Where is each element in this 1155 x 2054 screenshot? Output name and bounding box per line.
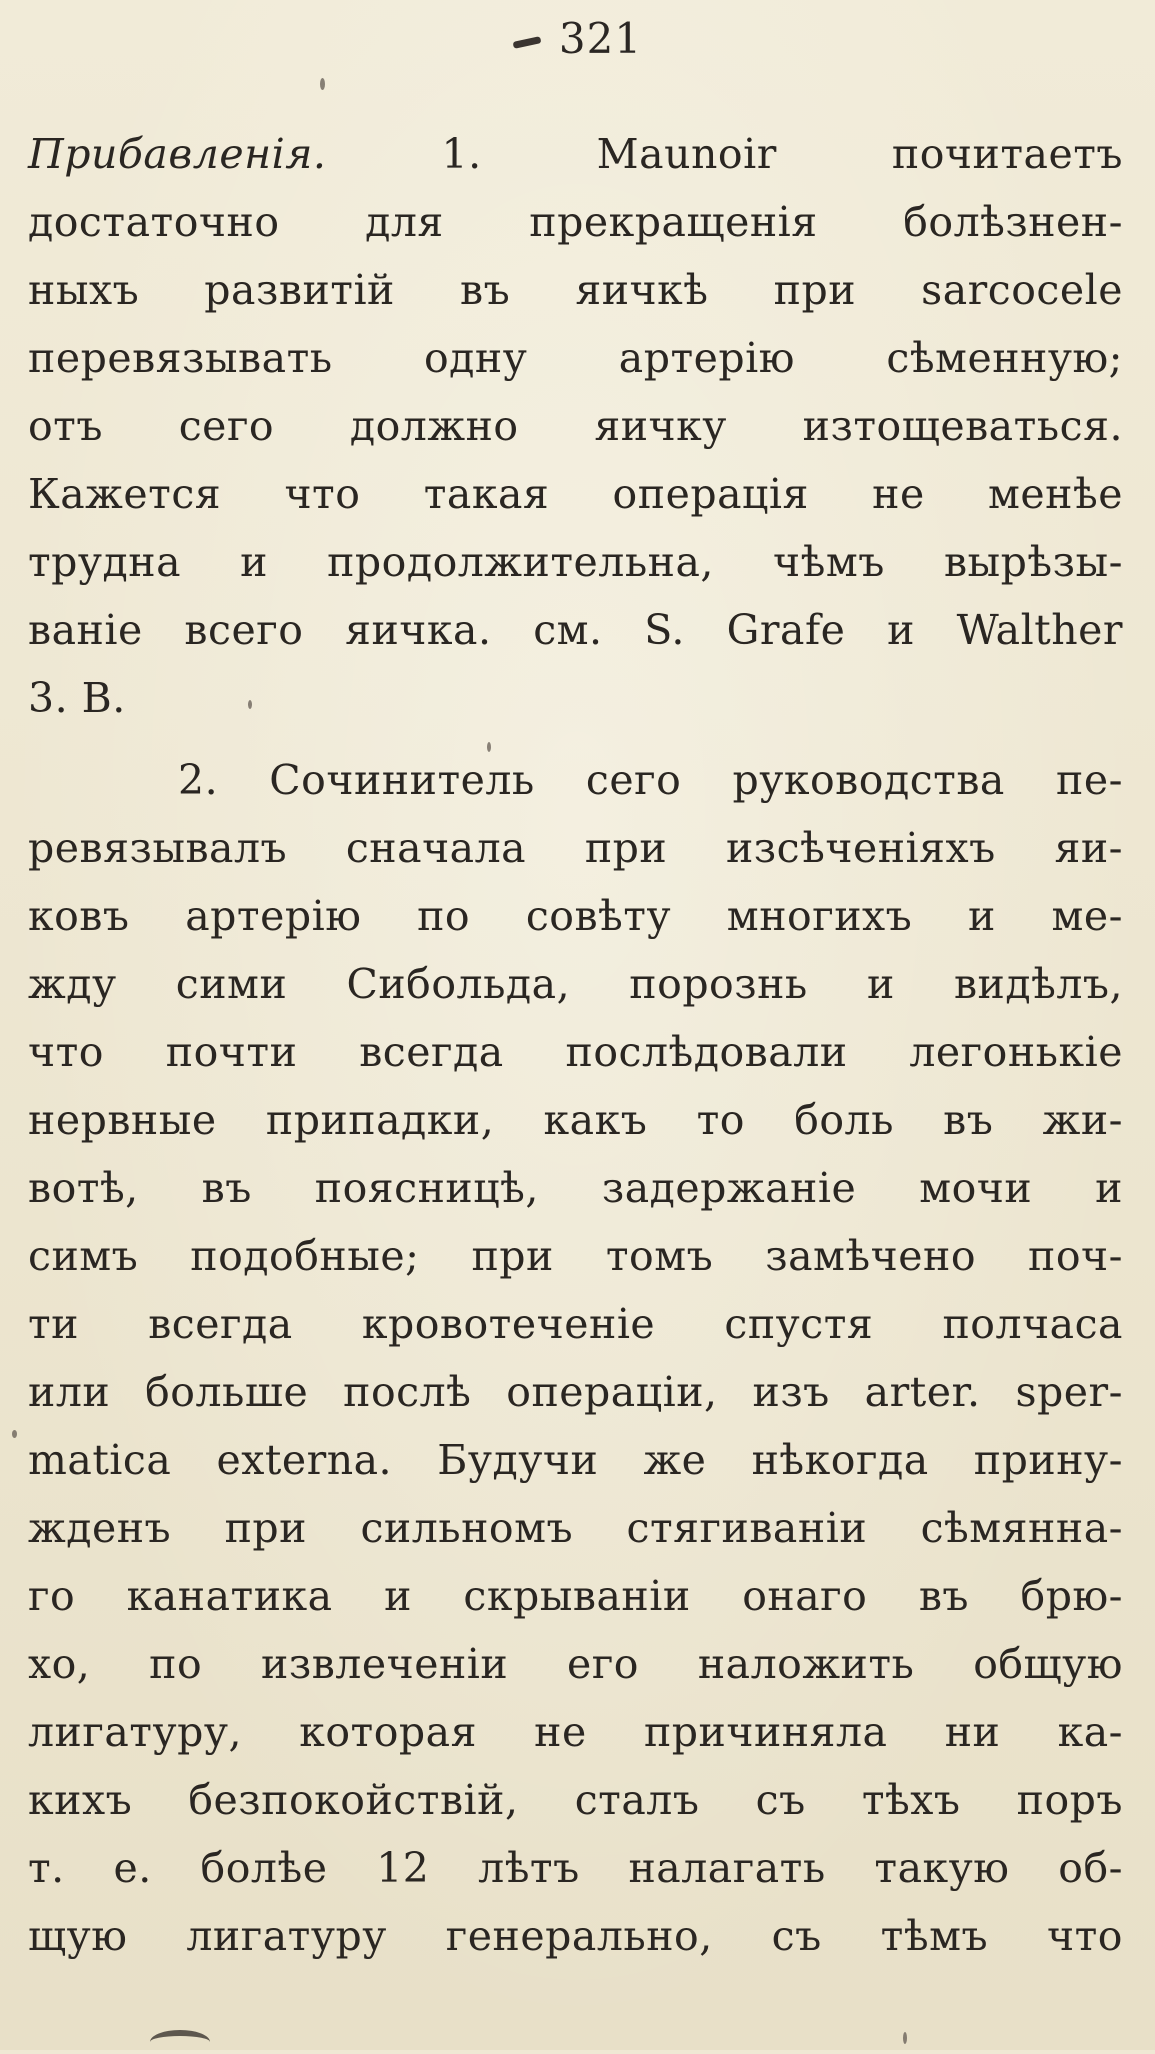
text-line: 2. Сочинитель сего руководства пе- xyxy=(178,756,1123,804)
text-line: кихъ безпокойствій, сталъ съ тѣхъ поръ xyxy=(28,1776,1123,1824)
text-line: достаточно для прекращенія болѣзнен- xyxy=(28,198,1123,246)
text-line: ти всегда кровотеченіе спустя полчаса xyxy=(28,1300,1123,1348)
text-line: Кажется что такая операція не менѣе xyxy=(28,470,1123,518)
text-line: ковъ артерію по совѣту многихъ и ме- xyxy=(28,892,1123,940)
text-line: ревязывалъ сначала при изсѣченіяхъ яи- xyxy=(28,824,1123,872)
text-line: отъ сего должно яичку изтощеваться. xyxy=(28,402,1123,450)
ornament-dash xyxy=(512,36,541,49)
text-line: перевязывать одну артерію сѣменную; xyxy=(28,334,1123,382)
page-number xyxy=(0,14,1155,63)
text-line: лигатуру, которая не причиняла ни ка- xyxy=(28,1708,1123,1756)
text-line: жду сими Сибольда, порознь и видѣлъ, xyxy=(28,960,1123,1008)
paragraph-gap xyxy=(28,732,1123,746)
text-line: щую лигатуру генерально, съ тѣмъ что xyxy=(28,1912,1123,1960)
text-line: вотѣ, въ поясницѣ, задержаніе мочи и xyxy=(28,1164,1123,1212)
text-line: или больше послѣ операціи, изъ arter. sper- xyxy=(28,1368,1123,1416)
body-text xyxy=(28,120,1123,1970)
text-line-content: 1. Maunoir почитаетъ xyxy=(441,130,1123,178)
text-line: го канатика и скрываніи онаго въ брю- xyxy=(28,1572,1123,1620)
text-line xyxy=(28,120,1123,188)
paper-speck xyxy=(903,2032,907,2044)
text-line: симъ подобные; при томъ замѣчено поч- xyxy=(28,1232,1123,1280)
paper-speck xyxy=(487,742,491,752)
text-line: ныхъ развитій въ яичкѣ при sarcocele xyxy=(28,266,1123,314)
text-line: нервные припадки, какъ то боль въ жи- xyxy=(28,1096,1123,1144)
cut-off-text-fragment xyxy=(150,2030,210,2054)
text-line: т. е. болѣе 12 лѣтъ налагать такую об- xyxy=(28,1844,1123,1892)
text-line: 3. B. xyxy=(28,674,126,722)
paper-speck xyxy=(320,78,325,90)
paper-speck xyxy=(248,700,252,709)
page-number-text: 321 xyxy=(558,14,643,63)
text-line: matica externa. Будучи же нѣкогда прину- xyxy=(28,1436,1123,1484)
text-line: что почти всегда послѣдовали легонькіе xyxy=(28,1028,1123,1076)
text-line: жденъ при сильномъ стягиваніи сѣмянна- xyxy=(28,1504,1123,1552)
paragraph-heading: Прибавленія. xyxy=(28,130,327,178)
paper-speck xyxy=(12,1430,17,1438)
text-line: трудна и продолжительна, чѣмъ вырѣзы- xyxy=(28,538,1123,586)
text-line: ваніе всего яичка. см. S. Grafe и Walther xyxy=(28,606,1123,654)
text-line: хо, по извлеченіи его наложить общую xyxy=(28,1640,1123,1688)
